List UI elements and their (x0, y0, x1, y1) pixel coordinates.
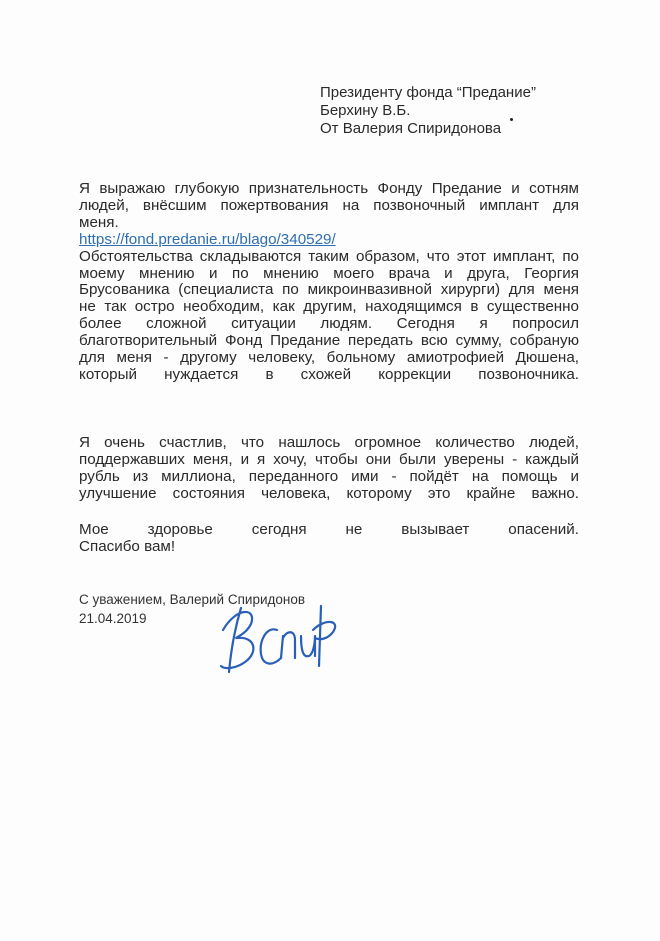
text-line: рубль из миллиона, переданного ими - пойдёт на помощь и (79, 467, 579, 485)
handwritten-signature (215, 600, 345, 680)
text-line: улучшение состояния человека, которому это крайне важно. (79, 484, 579, 502)
text-line: благотворительный Фонд Предание передать всю сумму, собраную (79, 332, 579, 350)
text-line: более сложной ситуации людям. Сегодня я попросил (79, 315, 579, 333)
text-line: Спасибо вам! (79, 537, 176, 555)
text-line: поддержавших меня, и я хочу, чтобы они были уверены - каждый (79, 450, 579, 468)
paragraph-health (79, 522, 579, 556)
text-line: для меня - другому человеку, больному амиотрофией Дюшена, (79, 349, 579, 367)
text-line: Мое здоровье сегодня не вызывает опасений. (79, 521, 579, 538)
text-line: Брусованика (специалиста по микроинвазивной хирурги) для меня (79, 281, 579, 299)
text-line: который нуждается в схожей коррекции позвоночника. (79, 365, 579, 383)
fundraiser-link[interactable]: https://fond.predanie.ru/blago/340529/ (79, 230, 336, 248)
text-line: Я очень счастлив, что нашлось огромное количество людей, (79, 434, 579, 451)
addressee-block (320, 84, 536, 138)
letter-date: 21.04.2019 (79, 611, 147, 626)
text-line: меня. (79, 213, 119, 231)
text-line: не так остро необходим, как другим, находящимся в существенно (79, 298, 579, 316)
sender-line: От Валерия Спиридонова (320, 120, 502, 137)
text-line: Обстоятельства складываются таким образом, что этот имплант, по (79, 247, 579, 265)
paragraph-happiness (79, 435, 579, 503)
text-line: Я выражаю глубокую признательность Фонду Предание и сотням (79, 180, 579, 197)
regards-line: С уважением, Валерий Спиридонов (79, 592, 306, 607)
paragraph-gratitude (79, 181, 579, 384)
text-line: людей, внёсшим пожертвования на позвоночный имплант для (79, 196, 579, 214)
text-line: моему мнению и по мнению моего врача и друга, Георгия (79, 264, 579, 282)
scan-speck (510, 118, 513, 121)
addressee-name: Берхину В.Б. (320, 102, 411, 119)
addressee-line: Президенту фонда “Предание” (320, 84, 536, 101)
